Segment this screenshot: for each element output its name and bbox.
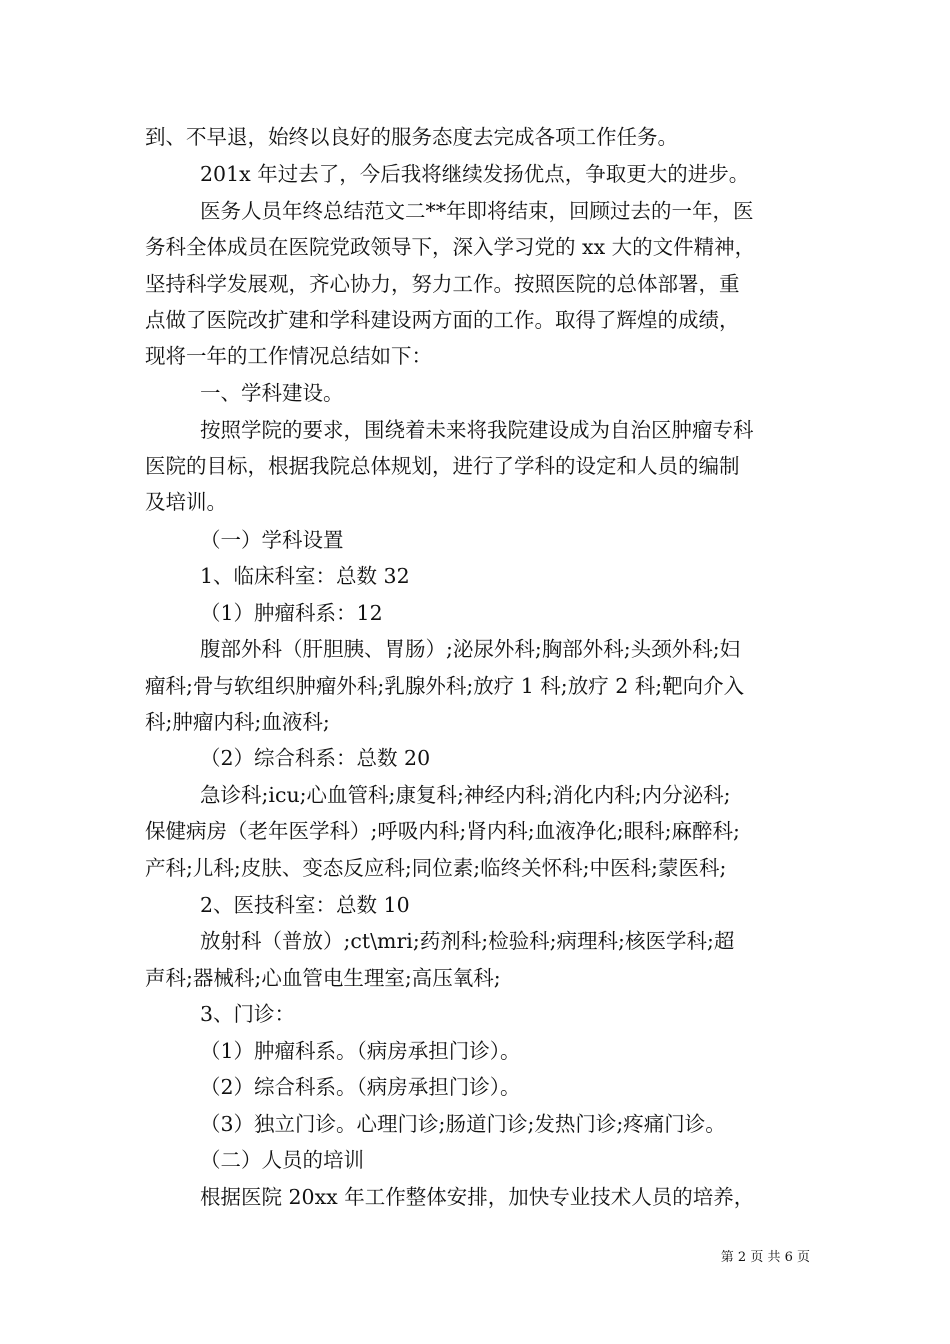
text-line-15: 腹部外科（肝胆胰、胃肠）;泌尿外科;胸部外科;头颈外科;妇 xyxy=(200,637,741,661)
text-line-21: 产科;儿科;皮肤、变态反应科;同位素;临终关怀科;中医科;蒙医科; xyxy=(145,856,727,880)
subsection-heading-1: （一）学科设置 xyxy=(200,528,344,552)
text-line-16: 瘤科;骨与软组织肿瘤外科;乳腺外科;放疗 1 科;放疗 2 科;靶向介入 xyxy=(145,674,745,698)
text-line-25: 3、门诊： xyxy=(200,1002,296,1026)
text-line-18: （2）综合科系：总数 20 xyxy=(200,746,431,770)
text-line-5: 坚持科学发展观，齐心协力，努力工作。按照医院的总体部署，重 xyxy=(145,272,740,296)
text-line-13: 1、临床科室：总数 32 xyxy=(200,564,410,588)
text-line-2: 201x 年过去了，今后我将继续发扬优点，争取更大的进步。 xyxy=(200,162,750,186)
text-line-14: （1）肿瘤科系：12 xyxy=(200,601,383,625)
text-line-1: 到、不早退，始终以良好的服务态度去完成各项工作任务。 xyxy=(145,125,678,149)
text-line-23: 放射科（普放）;ct\mri;药剂科;检验科;病理科;核医学科;超 xyxy=(200,929,735,953)
page-number: 第 2 页 共 6 页 xyxy=(720,1250,810,1265)
text-line-7: 现将一年的工作情况总结如下： xyxy=(145,344,432,368)
text-line-22: 2、医技科室：总数 10 xyxy=(200,893,410,917)
text-line-9: 按照学院的要求，围绕着未来将我院建设成为自治区肿瘤专科 xyxy=(200,418,754,442)
text-line-3: 医务人员年终总结范文二**年即将结束，回顾过去的一年，医 xyxy=(200,199,754,223)
section-heading-1: 一、学科建设。 xyxy=(200,381,344,405)
text-line-19: 急诊科;icu;心血管科;康复科;神经内科;消化内科;内分泌科; xyxy=(200,783,731,807)
text-line-30: 根据医院 20xx 年工作整体安排，加快专业技术人员的培养， xyxy=(200,1185,755,1209)
text-line-27: （2）综合科系。（病房承担门诊）。 xyxy=(200,1075,521,1099)
text-line-24: 声科;器械科;心血管电生理室;高压氧科; xyxy=(145,966,501,990)
text-line-26: （1）肿瘤科系。（病房承担门诊）。 xyxy=(200,1039,521,1063)
text-line-6: 点做了医院改扩建和学科建设两方面的工作。取得了辉煌的成绩， xyxy=(145,308,740,332)
text-line-20: 保健病房（老年医学科）;呼吸内科;肾内科;血液净化;眼科;麻醉科; xyxy=(145,819,740,843)
text-line-17: 科;肿瘤内科;血液科; xyxy=(145,710,330,734)
subsection-heading-2: （二）人员的培训 xyxy=(200,1148,364,1172)
text-line-28: （3）独立门诊。心理门诊;肠道门诊;发热门诊;疼痛门诊。 xyxy=(200,1112,726,1136)
text-line-10: 医院的目标，根据我院总体规划，进行了学科的设定和人员的编制 xyxy=(145,454,740,478)
text-line-11: 及培训。 xyxy=(145,490,227,514)
text-line-4: 务科全体成员在医院党政领导下，深入学习党的 xx 大的文件精神， xyxy=(145,235,756,259)
